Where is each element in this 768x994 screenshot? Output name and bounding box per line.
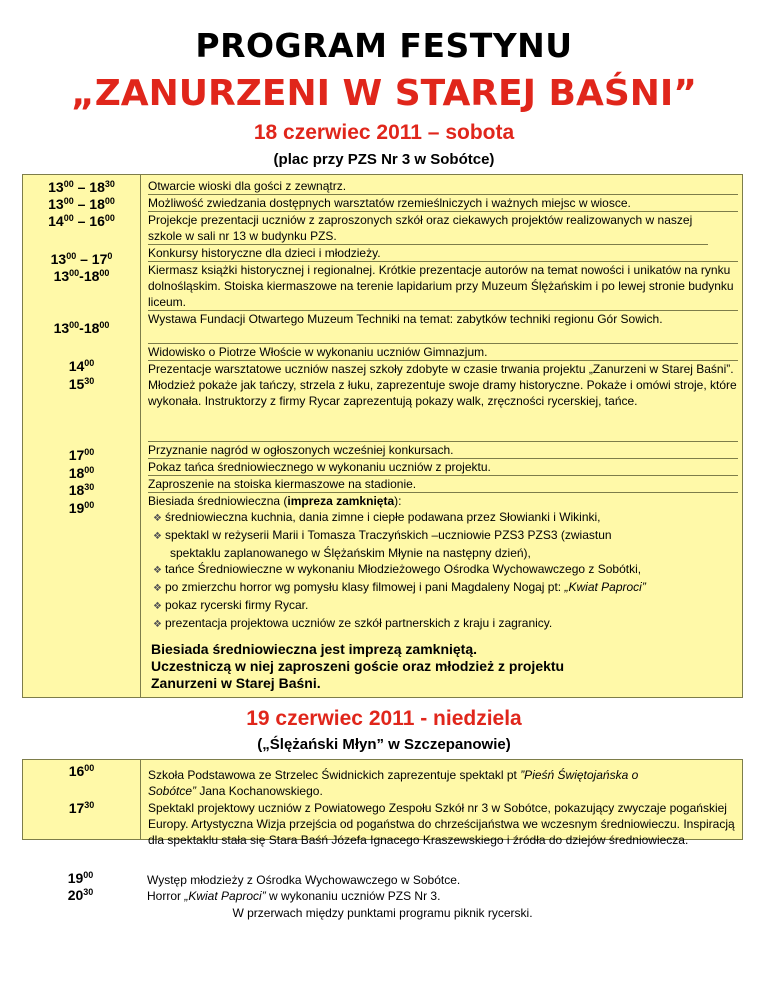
diamond-bullet-icon: ❖ [153, 619, 162, 630]
feast-bullet: ❖ prezentacja projektowa uczniów ze szkół partnerskich z kraju i zagranicy. [153, 616, 553, 630]
time-slot: $19^{00}$ [67, 870, 94, 886]
feast-bullet: ❖ średniowieczna kuchnia, dania zimne i ciepłe podawana przez Słowianki i Wikinki, [153, 510, 601, 524]
diamond-bullet-icon: ❖ [153, 583, 162, 594]
day2-footer-note: W przerwach między punktami programu piknik rycerski. [232, 906, 533, 920]
day1-entry: Prezentacje warsztatowe uczniów naszej szkoły zdobyte w czasie trwania projektu „Zanurzeni w Starej Baśni”. Młodzież pokaże jak tańczy, strzela z łuku, zaprezentuje swoje dramy historyczne. Pokaże i omówi stroje, które wykonała. Instruktorzy z firmy Rycar zaprezentują pokazy walk, zręczności rycerskiej, tańce. [148, 361, 738, 442]
day1-entry: Projekcje prezentacji uczniów z zaproszonych szkół oraz ciekawych projektów realizowanych w naszej szkole w sali nr 13 w budynku PZS. [148, 212, 708, 245]
feast-bullet: ❖ po zmierzchu horror wg pomysłu klasy filmowej i pani Magdaleny Nogaj pt: „Kwiat Paproci” [153, 580, 646, 594]
time-slot: $20^{30}$ [67, 887, 94, 903]
day1-entry: Konkursy historyczne dla dzieci i młodzieży. [148, 245, 738, 262]
time-slot: $16^{00}$ [68, 763, 95, 779]
time-slot: $14^{00}$ [68, 358, 95, 374]
day1-entry: Kiermasz książki historycznej i regionalnej. Krótkie prezentacje autorów na temat nowości i unikatów na rynku dolnośląskim. Stoiska kiermaszowe na terenie lapidarium przy Muzeum Ślężańskim i po lewej stronie budynku liceum. [148, 262, 738, 311]
day2-entry: Występ młodzieży z Ośrodka Wychowawczego w Sobótce. [147, 873, 461, 887]
feast-bullet: ❖ spektakl w reżyserii Marii i Tomasza Traczyńskich –uczniowie PZS3 PZS3 (zwiastun spektaklu zaplanowanego w Ślężańskim Młynie na następny dzień), [153, 528, 612, 560]
day2-entry: Szkoła Podstawowa ze Strzelec Świdnickich zaprezentuje spektakl pt ”Pieśń Świętojańska o Sobótce” Jana Kochanowskiego. [148, 768, 639, 798]
time-slot: $15^{30}$ [68, 376, 95, 392]
feast-bullet: ❖ pokaz rycerski firmy Rycar. [153, 598, 309, 612]
time-slot: $13^{00} - 17^0$ [50, 251, 113, 267]
feast-bullet: ❖ tańce Średniowieczne w wykonaniu Młodzieżowego Ośrodka Wychowawczego z Sobótki, [153, 562, 642, 576]
time-slot: $13^{00} - 18^{30}$ [48, 179, 115, 195]
day1-entry: Zaproszenie na stoiska kiermaszowe na stadionie. [148, 476, 738, 493]
day1-entry: Otwarcie wioski dla gości z zewnątrz. [148, 178, 738, 195]
feast-intro: Biesiada średniowieczna (impreza zamknięta): [148, 494, 402, 508]
time-slot: $13^{00} - 18^{00}$ [48, 196, 115, 212]
feast-block [148, 493, 742, 633]
diamond-bullet-icon: ❖ [153, 565, 162, 576]
time-slot: $17^{30}$ [68, 800, 95, 816]
feast-closing: Biesiada średniowieczna jest imprezą zamkniętą. Uczestniczą w niej zaproszeni goście oraz młodzież z projektu Zanurzeni w Starej Baśni. [151, 641, 565, 691]
time-slot: $18^{00}$ [68, 465, 95, 481]
time-slot: $18^{30}$ [68, 482, 95, 498]
program-title: PROGRAM FESTYNU [195, 26, 573, 65]
day1-entry: Pokaz tańca średniowiecznego w wykonaniu uczniów z projektu. [148, 459, 738, 476]
day1-heading: 18 czerwiec 2011 – sobota [253, 121, 515, 144]
day1-entry: Widowisko o Piotrze Włoście w wykonaniu uczniów Gimnazjum. [148, 344, 738, 361]
day2-schedule [22, 759, 743, 847]
day2-entry: Horror „Kwiat Paproci” w wykonaniu uczniów PZS Nr 3. [147, 889, 441, 903]
time-slot: $13^{00}-18^{00}$ [53, 268, 110, 284]
diamond-bullet-icon: ❖ [153, 601, 162, 612]
time-slot: $19^{00}$ [68, 500, 95, 516]
time-slot: $14^{00} - 16^{00}$ [48, 213, 115, 229]
day1-location: (plac przy PZS Nr 3 w Sobótce) [273, 151, 495, 168]
day1-entry: Wystawa Fundacji Otwartego Muzeum Techniki na temat: zabytków techniki regionu Gór Sowich. [148, 311, 738, 344]
festival-name: „ZANURZENI W STAREJ BAŚNI” [71, 73, 697, 114]
day2-location: („Ślężański Młyn” w Szczepanowie) [257, 736, 511, 753]
day2-heading: 19 czerwiec 2011 - niedziela [246, 707, 522, 730]
diamond-bullet-icon: ❖ [153, 531, 162, 542]
day1-schedule [22, 174, 743, 698]
diamond-bullet-icon: ❖ [153, 513, 162, 524]
day1-entry: Możliwość zwiedzania dostępnych warsztatów rzemieślniczych i ważnych miejsc w wiosce. [148, 195, 738, 212]
day2-entry: Spektakl projektowy uczniów z Powiatowego Zespołu Szkół nr 3 w Sobótce, pokazujący zwyczaje pogańskiej Europy. Artystyczna Wizja przejścia od pogaństwa do chrześcijaństwa we wczesnym średniowieczu. Inspiracją dla spektaklu stała się Stara Baśń Józefa Ignacego Kraszewskiego i źródła do dziejów średniowiecza. [148, 801, 735, 847]
time-slot: $17^{00}$ [68, 447, 95, 463]
time-slot: $13^{00}-18^{00}$ [53, 320, 110, 336]
day1-entry: Przyznanie nagród w ogłoszonych wcześniej konkursach. [148, 442, 738, 459]
